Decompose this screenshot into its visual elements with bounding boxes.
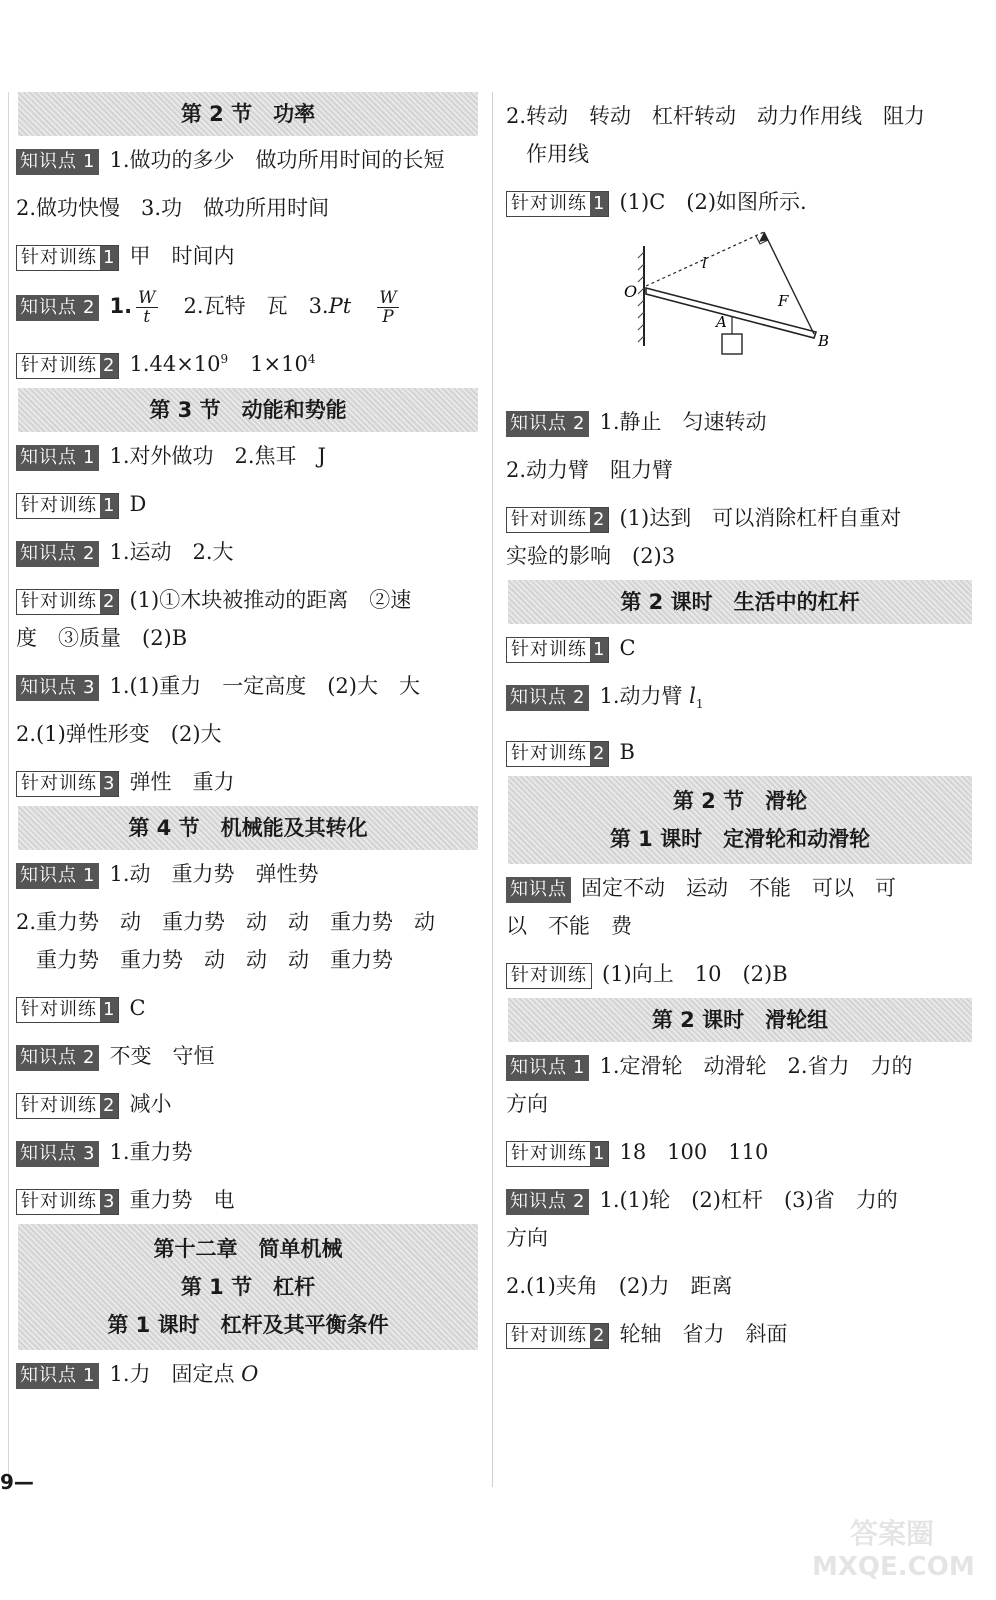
label-f: F [778,292,789,310]
answer-row: 2.动力臂 阻力臂 [506,458,674,482]
lever-diagram-svg [506,226,976,398]
answer-row: 知识点 2 1.动力臂 $l_1$ [506,672,976,728]
answer-row: 针对训练 1 甲 时间内 [16,232,482,280]
knowledge-point-tag: 知识点 3 [16,1141,99,1167]
answer-row: 针对训练 1 C [506,624,976,672]
knowledge-point-tag: 知识点 2 [506,1189,589,1215]
answer-row: 知识点 3 1.重力势 [16,1128,482,1176]
knowledge-point-tag: 知识点 1 [16,1363,99,1389]
training-tag: 针对训练 2 [16,1093,119,1119]
answer-row: 知识点 1 1.定滑轮 动滑轮 2.省力 力的 [506,1042,976,1083]
force-line-f [764,232,814,334]
answer-row: 针对训练 1 D [16,480,482,528]
answer-row: 针对训练 1 (1)C (2)如图所示. [506,178,976,226]
column-divider [492,92,493,1487]
answer-continuation: 实验的影响 (2)3 [506,544,676,568]
answer-row: 针对训练 1 C [16,984,482,1032]
answer-row: 知识点 1 1.力 固定点 O [16,1350,482,1398]
knowledge-point-tag: 知识点 2 [506,411,589,437]
label-a: A [716,313,727,331]
training-tag: 针对训练 1 [16,997,119,1023]
answer-row: 针对训练 3 弹性 重力 [16,758,482,806]
answer-row: 知识点 2 1.运动 2.大 [16,528,482,576]
left-margin-rule [8,92,9,1487]
section-title-power: 第 2 节 功率 [18,92,478,136]
answer-row: 知识点 固定不动 运动 不能 可以 可 [506,864,976,905]
section-title-mechanical-energy: 第 4 节 机械能及其转化 [18,806,478,850]
knowledge-point-tag: 知识点 3 [16,675,99,701]
answer-row: 知识点 2 1. $\frac{W}{t}$ 2.瓦特 瓦 3.Pt $\frac{W}{P}$ [16,280,482,335]
section-title-pulley-group: 第 2 课时 滑轮组 [508,998,972,1042]
knowledge-point-tag: 知识点 2 [16,1045,99,1071]
knowledge-point-tag: 知识点 2 [16,295,99,321]
left-column [16,92,482,1398]
chapter-title-simple-machines: 第十二章 简单机械 第 1 节 杠杆 第 1 课时 杠杆及其平衡条件 [18,1224,478,1350]
section-title-levers-in-life: 第 2 课时 生活中的杠杆 [508,580,972,624]
right-column [506,92,976,1358]
label-b: B [818,332,830,350]
answer-row: 知识点 2 不变 守恒 [16,1032,482,1080]
answer-continuation: 度 ③质量 (2)B [16,626,188,650]
answer-row: 针对训练 2 (1)①木块被推动的距离 ②速 [16,576,482,617]
training-tag: 针对训练 1 [16,493,119,519]
answer-row: 知识点 1 1.做功的多少 做功所用时间的长短 [16,136,482,184]
training-tag: 针对训练 1 [16,245,119,271]
training-tag: 针对训练 1 [506,191,609,217]
answer-continuation: 作用线 [526,142,589,166]
watermark-logo [812,1512,975,1592]
answer-row: 2.做功快慢 3.功 做功所用时间 [16,196,330,220]
answer-row: 针对训练 2 轮轴 省力 斜面 [506,1310,976,1358]
answer-row: 针对训练 2 减小 [16,1080,482,1128]
answer-row: 针对训练 2 (1)达到 可以消除杠杆自重对 [506,494,976,535]
training-tag: 针对训练 [506,963,592,989]
answer-row: 针对训练 2 $1.44\times 10^9$ $1\times 10^4$ [16,335,482,388]
knowledge-point-tag: 知识点 2 [16,541,99,567]
fraction-w-over-t: $\frac{W}{t}$ [138,288,156,327]
training-tag: 针对训练 2 [506,507,609,533]
hanging-weight [722,334,742,354]
label-o: O [624,282,638,301]
section-title-energy: 第 3 节 动能和势能 [18,388,478,432]
fraction-w-over-p: $\frac{W}{P}$ [379,288,397,327]
knowledge-point-tag: 知识点 2 [506,685,589,711]
watermark-top-text: 答案圈 [849,1517,934,1550]
training-tag: 针对训练 1 [506,1141,609,1167]
knowledge-point-tag: 知识点 1 [506,1055,589,1081]
training-tag: 针对训练 1 [506,637,609,663]
answer-row: 2.(1)弹性形变 (2)大 [16,722,222,746]
knowledge-point-tag: 知识点 1 [16,149,99,175]
answer-row: 针对训练 2 B [506,728,976,776]
answer-row: 针对训练 (1)向上 10 (2)B [506,950,976,998]
answer-row: 2.转动 转动 杠杆转动 动力作用线 阻力 [506,104,926,128]
answer-row: 知识点 3 1.(1)重力 一定高度 (2)大 大 [16,662,482,710]
answer-row: 知识点 1 1.动 重力势 弹性势 [16,850,482,898]
answer-row: 针对训练 3 重力势 电 [16,1176,482,1224]
training-tag: 针对训练 2 [16,589,119,615]
watermark-text: MXQE.COM [812,1552,975,1582]
answer-continuation: 重力势 重力势 动 动 动 重力势 [36,948,393,972]
training-tag: 针对训练 2 [506,741,609,767]
knowledge-point-tag: 知识点 1 [16,863,99,889]
training-tag: 针对训练 3 [16,1189,119,1215]
answer-row: 知识点 2 1.(1)轮 (2)杠杆 (3)省 力的 [506,1176,976,1217]
answer-row: 知识点 2 1.静止 匀速转动 [506,398,976,446]
knowledge-point-tag: 知识点 1 [16,445,99,471]
training-tag: 针对训练 3 [16,771,119,797]
training-tag: 针对训练 2 [16,353,119,379]
section-title-pulley: 第 2 节 滑轮 第 1 课时 定滑轮和动滑轮 [508,776,972,864]
answer-row: 针对训练 1 18 100 110 [506,1128,976,1176]
answer-row: 知识点 1 1.对外做功 2.焦耳 J [16,432,482,480]
knowledge-point-tag: 知识点 [506,877,571,903]
page-number: 9— [0,1470,34,1494]
answer-row: 2.(1)夹角 (2)力 距离 [506,1274,733,1299]
answer-continuation: 以 不能 费 [506,914,632,939]
answer-continuation: 方向 [506,1092,548,1117]
label-l: l [702,254,707,272]
training-tag: 针对训练 2 [506,1323,609,1349]
lever-bar [646,288,816,338]
lever-diagram [506,226,976,398]
answer-row: 2.重力势 动 重力势 动 动 重力势 动 [16,910,436,934]
answer-continuation: 方向 [506,1226,548,1251]
